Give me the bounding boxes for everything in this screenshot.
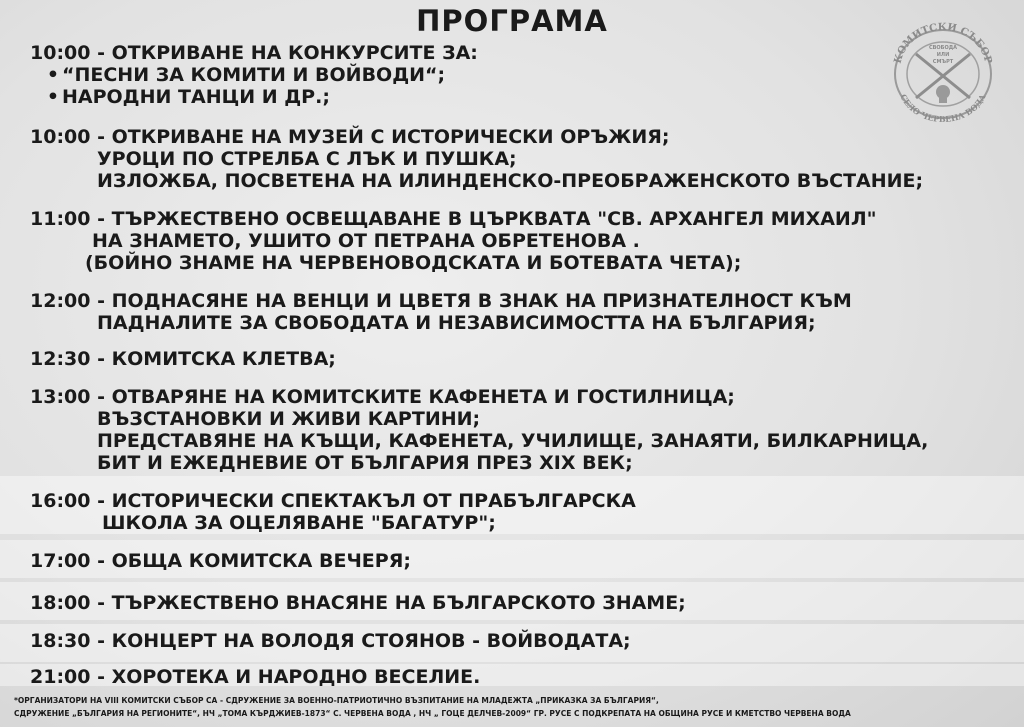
program-text: ОТКРИВАНЕ НА МУЗЕЙ С ИСТОРИЧЕСКИ ОРЪЖИЯ; — [111, 126, 670, 148]
komitski-sabor-logo — [878, 14, 1008, 124]
logo-top-text: КОМИТСКИ СЪБОР — [892, 21, 994, 65]
program-text: НА ЗНАМЕТО, УШИТО ОТ ПЕТРАНА ОБРЕТЕНОВА . — [92, 230, 640, 252]
page-title: ПРОГРАМА — [416, 4, 608, 38]
program-text: ИЗЛОЖБА, ПОСВЕТЕНА НА ИЛИНДЕНСКО-ПРЕОБРАЖЕНСКОТО ВЪСТАНИЕ; — [97, 170, 924, 192]
program-text: ИСТОРИЧЕСКИ СПЕКТАКЪЛ ОТ ПРАБЪЛГАРСКА — [111, 490, 636, 512]
program-line — [97, 170, 923, 193]
program-text: ОБЩА КОМИТСКА ВЕЧЕРЯ; — [111, 550, 411, 572]
program-line — [92, 230, 640, 253]
program-line — [97, 148, 517, 171]
program-text: ПОДНАСЯНЕ НА ВЕНЦИ И ЦВЕТЯ В ЗНАК НА ПРИЗНАТЕЛНОСТ КЪМ — [111, 290, 852, 312]
program-time: 12:00 — [30, 290, 91, 312]
logo-inner-text: СВОБОДА — [928, 45, 958, 51]
program-time: 18:30 — [30, 630, 91, 652]
program-line — [97, 430, 928, 453]
program-text: ХОРОТЕКА И НАРОДНО ВЕСЕЛИЕ. — [111, 666, 481, 688]
program-line: 12:30 - КОМИТСКА КЛЕТВА; — [30, 348, 336, 370]
logo-bottom-text: СЕЛО ЧЕРВЕНА ВОДА — [898, 92, 988, 124]
program-bullet — [44, 64, 445, 87]
program-time: 13:00 — [30, 386, 91, 408]
program-line: 13:00 - ОТВАРЯНЕ НА КОМИТСКИТЕ КАФЕНЕТА И ГОСТИЛНИЦА; — [30, 386, 735, 408]
program-text: ОТКРИВАНЕ НА КОНКУРСИТЕ ЗА: — [111, 42, 478, 64]
program-text: НАРОДНИ ТАНЦИ И ДР.; — [62, 86, 330, 108]
program-line — [102, 512, 496, 535]
program-time: 11:00 — [30, 208, 91, 230]
program-line: 10:00 - ОТКРИВАНЕ НА МУЗЕЙ С ИСТОРИЧЕСКИ ОРЪЖИЯ; — [30, 126, 670, 148]
program-line: 21:00 - ХОРОТЕКА И НАРОДНО ВЕСЕЛИЕ. — [30, 666, 481, 688]
program-time: 16:00 — [30, 490, 91, 512]
program-time: 12:30 — [30, 348, 91, 370]
program-line: 17:00 - ОБЩА КОМИТСКА ВЕЧЕРЯ; — [30, 550, 411, 572]
program-time: 10:00 — [30, 126, 91, 148]
program-text: (БОЙНО ЗНАМЕ НА ЧЕРВЕНОВОДСКАТА И БОТЕВАТА ЧЕТА); — [85, 252, 742, 274]
program-time: 17:00 — [30, 550, 91, 572]
program-line — [85, 252, 741, 275]
program-line: 12:00 - ПОДНАСЯНЕ НА ВЕНЦИ И ЦВЕТЯ В ЗНАК НА ПРИЗНАТЕЛНОСТ КЪМ — [30, 290, 852, 312]
program-text: УРОЦИ ПО СТРЕЛБА С ЛЪК И ПУШКА; — [97, 148, 517, 170]
program-text: ПАДНАЛИТЕ ЗА СВОБОДАТА И НЕЗАВИСИМОСТТА НА БЪЛГАРИЯ; — [97, 312, 816, 334]
program-text: КОНЦЕРТ НА ВОЛОДЯ СТОЯНОВ - ВОЙВОДАТА; — [111, 630, 631, 652]
program-text: ОТВАРЯНЕ НА КОМИТСКИТЕ КАФЕНЕТА И ГОСТИЛНИЦА; — [111, 386, 735, 408]
logo-inner-text: СМЪРТ — [932, 59, 954, 65]
program-text: ТЪРЖЕСТВЕНО ОСВЕЩАВАНЕ В ЦЪРКВАТА "СВ. АРХАНГЕЛ МИХАИЛ" — [111, 208, 877, 230]
program-text: ТЪРЖЕСТВЕНО ВНАСЯНЕ НА БЪЛГАРСКОТО ЗНАМЕ; — [111, 592, 686, 614]
program-text: ВЪЗСТАНОВКИ И ЖИВИ КАРТИНИ; — [97, 408, 481, 430]
footer-note: СДРУЖЕНИЕ „БЪЛГАРИЯ НА РЕГИОНИТЕ“, НЧ „ТОМА КЪРДЖИЕВ-1873“ С. ЧЕРВЕНА ВОДА , НЧ „ ГОЦЕ ДЕЛЧЕВ-2009“ ГР. РУСЕ С ПОДКРЕПАТА НА ОБЩИНА РУСЕ И КМЕТСТВО ЧЕРВЕНА ВОДА — [14, 709, 851, 718]
program-line: 11:00 - ТЪРЖЕСТВЕНО ОСВЕЩАВАНЕ В ЦЪРКВАТА "СВ. АРХАНГЕЛ МИХАИЛ" — [30, 208, 877, 230]
program-line — [97, 312, 816, 335]
program-text: ПРЕДСТАВЯНЕ НА КЪЩИ, КАФЕНЕТА, УЧИЛИЩЕ, ЗАНАЯТИ, БИЛКАРНИЦА, — [97, 430, 929, 452]
program-time: 10:00 — [30, 42, 91, 64]
program-line — [97, 452, 633, 475]
program-line: 10:00 - ОТКРИВАНЕ НА КОНКУРСИТЕ ЗА: — [30, 42, 478, 64]
bullet-icon: • — [46, 86, 60, 108]
program-text: “ПЕСНИ ЗА КОМИТИ И ВОЙВОДИ“; — [62, 64, 446, 86]
program-text: КОМИТСКА КЛЕТВА; — [111, 348, 336, 370]
program-line: 16:00 - ИСТОРИЧЕСКИ СПЕКТАКЪЛ ОТ ПРАБЪЛГАРСКА — [30, 490, 636, 512]
program-time: 18:00 — [30, 592, 91, 614]
program-text: ШКОЛА ЗА ОЦЕЛЯВАНЕ "БАГАТУР"; — [102, 512, 496, 534]
program-text: БИТ И ЕЖЕДНЕВИЕ ОТ БЪЛГАРИЯ ПРЕЗ XIX ВЕК; — [97, 452, 633, 474]
program-line: 18:00 - ТЪРЖЕСТВЕНО ВНАСЯНЕ НА БЪЛГАРСКОТО ЗНАМЕ; — [30, 592, 686, 614]
program-bullet — [44, 86, 330, 109]
footer-note: *ОРГАНИЗАТОРИ НА VIII КОМИТСКИ СЪБОР СА - СДРУЖЕНИЕ ЗА ВОЕННО-ПАТРИОТИЧНО ВЪЗПИТАНИЕ НА МЛАДЕЖТА „ПРИКАЗКА ЗА БЪЛГАРИЯ“, — [14, 696, 659, 705]
program-line: 18:30 - КОНЦЕРТ НА ВОЛОДЯ СТОЯНОВ - ВОЙВОДАТА; — [30, 630, 631, 652]
program-time: 21:00 — [30, 666, 91, 688]
bullet-icon: • — [46, 64, 60, 86]
logo-inner-text: ИЛИ — [936, 52, 950, 58]
program-line — [97, 408, 480, 431]
